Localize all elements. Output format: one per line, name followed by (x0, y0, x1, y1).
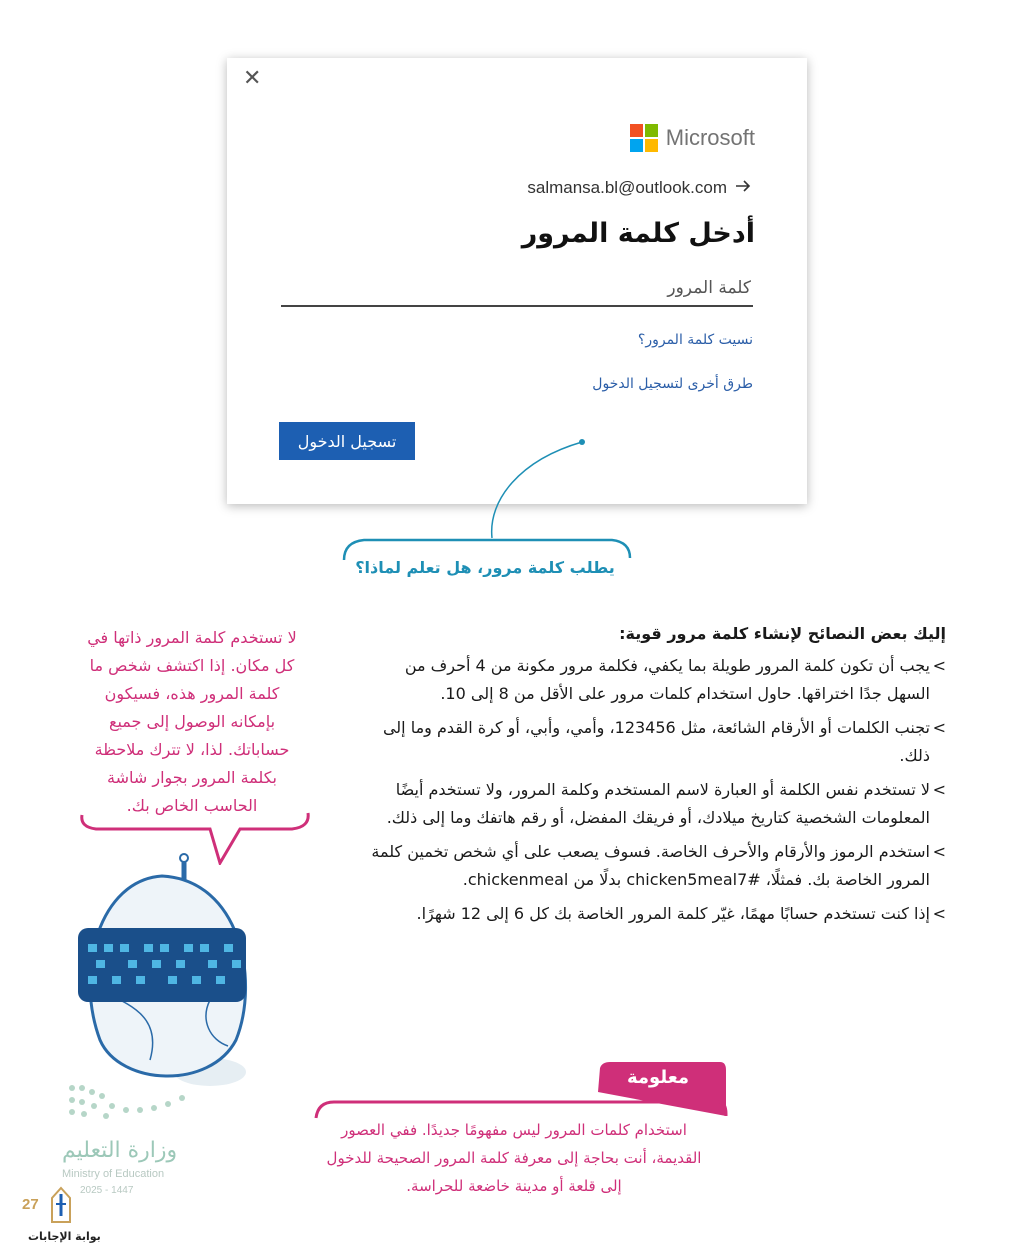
portal-label: بوابة الإجابات (28, 1230, 101, 1243)
password-tips (360, 620, 946, 934)
info-label: معلومة (627, 1067, 689, 1088)
tip-marker: > (932, 718, 946, 737)
tip-text: يجب أن تكون كلمة المرور طويلة بما يكفي، فكلمة مرور مكونة من 4 أحرف من السهل جدًا اختراقها. حاول استخدام كلمات مرور على الأقل من 8 إلى 10. (404, 656, 930, 703)
tip-item (360, 714, 946, 770)
info-text: استخدام كلمات المرور ليس مفهومًا جديدًا. ففي العصور القديمة، أنت بحاجة إلى معرفة كلمة المرور الصحيحة للدخول إلى قلعة أو مدينة خاضعة للحراسة. (326, 1121, 702, 1195)
tip-item (360, 900, 946, 928)
tip-item (360, 652, 946, 708)
note-text: لا تستخدم كلمة المرور ذاتها في كل مكان. إذا اكتشف شخص ما كلمة المرور هذه، فسيكون بإمكانه الوصول إلى جميع حساباتك. لذا، لا تترك ملاحظة بكلمة المرور بجوار شاشة الحاسب الخاص بك. (87, 628, 297, 815)
robot-illustration (60, 850, 260, 1100)
ministry-logo-icon (66, 1082, 196, 1122)
tip-text: تجنب الكلمات أو الأرقام الشائعة، مثل 123456، وأمي، وأبي، أو كرة القدم وما إلى ذلك. (382, 718, 930, 765)
tip-item (360, 838, 946, 894)
page-number: 27 (22, 1196, 39, 1213)
password-input[interactable] (281, 271, 753, 307)
question-text: يطلب كلمة مرور، هل تعلم لماذا؟ (355, 558, 615, 577)
tip-marker: > (932, 904, 946, 923)
tip-marker: > (932, 656, 946, 675)
microsoft-logo-icon (630, 124, 658, 152)
tips-heading: إليك بعض النصائح لإنشاء كلمة مرور قوية: (619, 624, 946, 643)
email-text: salmansa.bl@outlook.com (527, 178, 727, 197)
tip-marker: > (932, 842, 946, 861)
close-icon[interactable]: ✕ (243, 66, 262, 91)
tip-item (360, 776, 946, 832)
tip-text: إذا كنت تستخدم حسابًا مهمًا، غيّر كلمة المرور الخاصة بك كل 6 إلى 12 شهرًا. (416, 904, 930, 923)
ministry-name-en: Ministry of Education (62, 1168, 165, 1180)
microsoft-logo (630, 124, 755, 152)
tip-marker: > (932, 780, 946, 799)
signin-button[interactable]: تسجيل الدخول (279, 422, 415, 460)
ministry-year: 2025 - 1447 (80, 1185, 134, 1196)
arrow-left-icon[interactable] (735, 178, 751, 198)
tip-text: استخدم الرموز والأرقام والأحرف الخاصة. فسوف يصعب على أي شخص تخمين كلمة المرور الخاصة بك. فمثلًا، #chicken5meal7 بدلًا من chickenmeal. (371, 842, 930, 889)
account-email[interactable] (527, 178, 751, 198)
tip-text: لا تستخدم نفس الكلمة أو العبارة لاسم المستخدم وكلمة المرور، ولا تستخدم أيضًا المعلومات الشخصية كتاريخ ميلادك، أو فريقك المفضل، أو رقم هاتفك وما إلى ذلك. (386, 780, 930, 827)
brand-name: Microsoft (665, 125, 755, 150)
forgot-password-link[interactable]: نسيت كلمة المرور؟ (637, 332, 753, 348)
ministry-name-ar: وزارة التعليم (62, 1138, 178, 1163)
dialog-title: أدخل كلمة المرور (521, 218, 755, 249)
portal-logo-icon (40, 1186, 82, 1228)
other-signin-ways-link[interactable]: طرق أخرى لتسجيل الدخول (592, 376, 753, 392)
